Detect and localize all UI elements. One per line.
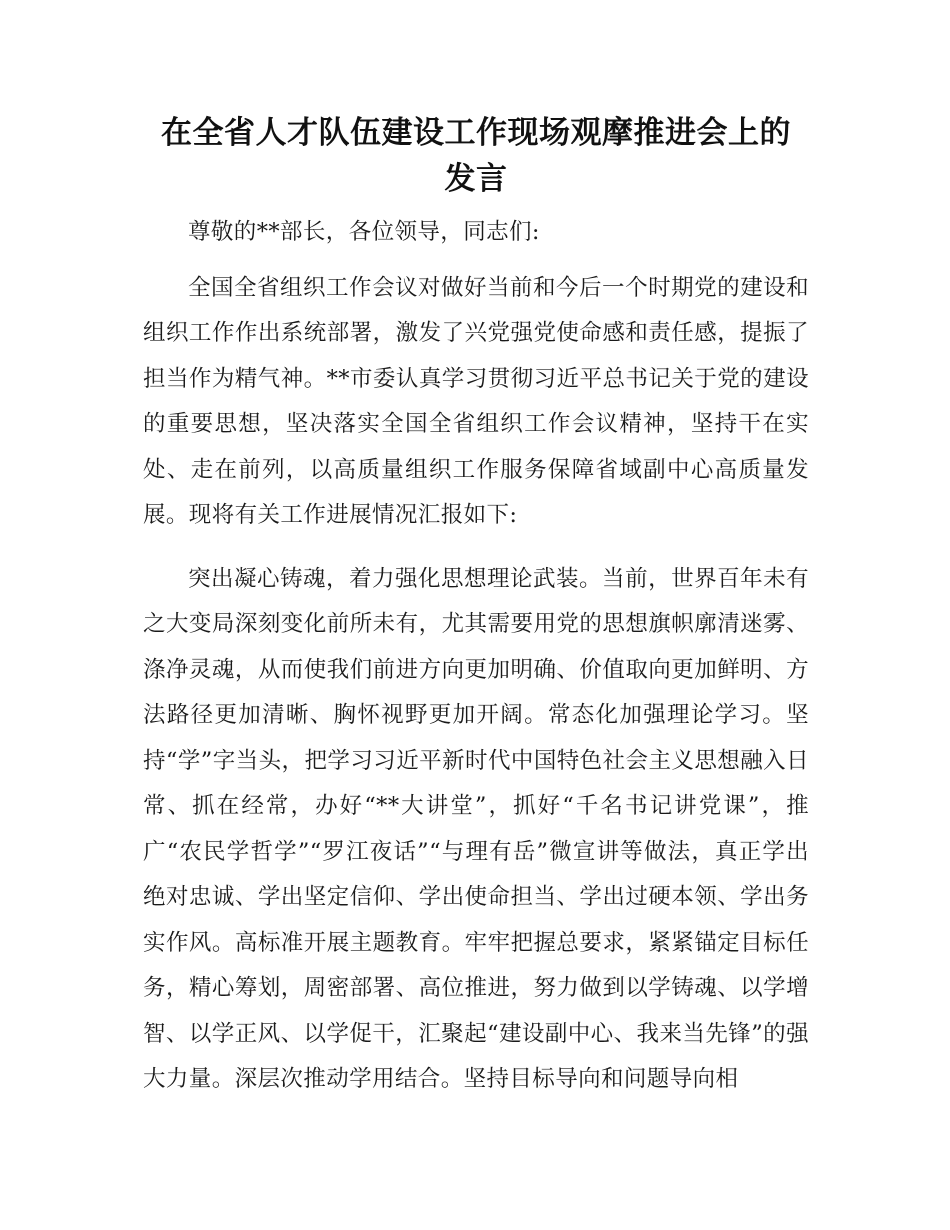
- salutation: 尊敬的**部长，各位领导，同志们:: [188, 219, 540, 245]
- document-title: [143, 110, 809, 202]
- body-paragraph-intro: 全国全省组织工作会议对做好当前和今后一个时期党的建设和组织工作作出系统部署，激发了兴党强党使命感和责任感，提振了担当作为精气神。**市委认真学习贯彻习近平总书记关于党的建设的重要思想，坚决落实全国全省组织工作会议精神，坚持干在实处、走在前列，以高质量组织工作服务保障省域副中心高质量发展。现将有关工作进展情况汇报如下:: [143, 274, 809, 528]
- body-paragraph-section-1: 突出凝心铸魂，着力强化思想理论武装。当前，世界百年未有之大变局深刻变化前所未有，尤其需要用党的思想旗帜廓清迷雾、涤净灵魂，从而使我们前进方向更加明确、价值取向更加鲜明、方法路径更加清晰、胸怀视野更加开阔。常态化加强理论学习。坚持“学”字当头，把学习习近平新时代中国特色社会主义思想融入日常、抓在经常，办好“**大讲堂”，抓好“千名书记讲党课”，推广“农民学哲学”“罗江夜话”“与理有岳”微宣讲等做法，真正学出绝对忠诚、学出坚定信仰、学出使命担当、学出过硬本领、学出务实作风。高标准开展主题教育。牢牢把握总要求，紧紧锚定目标任务，精心筹划，周密部署、高位推进，努力做到以学铸魂、以学增智、以学正风、以学促干，汇聚起“建设副中心、我来当先锋”的强大力量。深层次推动学用结合。坚持目标导向和问题导向相: [143, 565, 809, 1092]
- title-line-1: 在全省人才队伍建设工作现场观摩推进会上的: [161, 115, 791, 151]
- document-page: [143, 110, 809, 1103]
- title-line-2: 发言: [444, 161, 508, 197]
